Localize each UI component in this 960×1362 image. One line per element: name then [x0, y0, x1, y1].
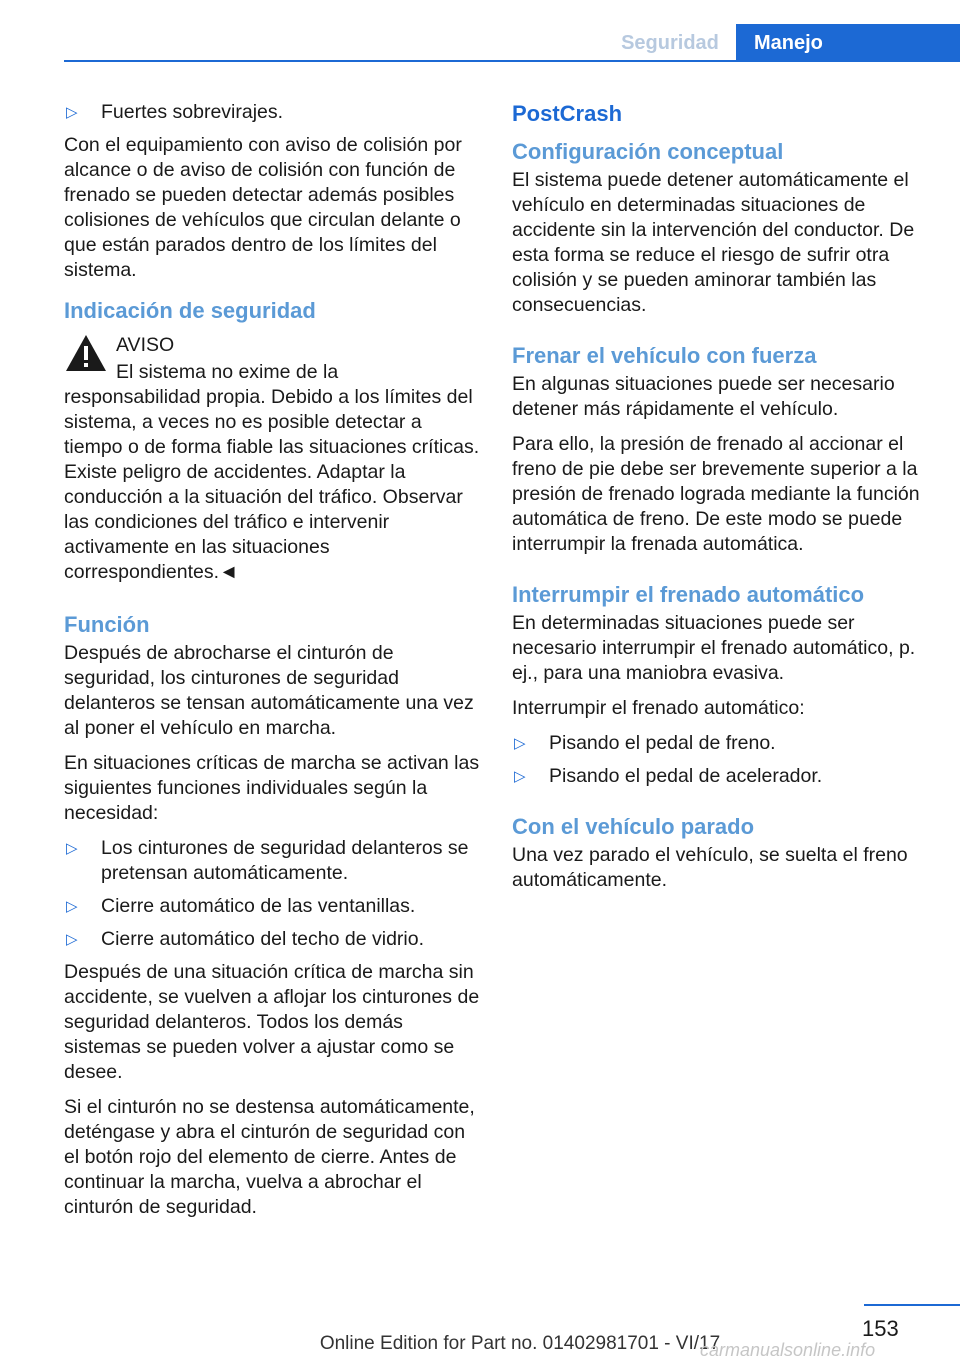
- heading-brake: Frenar el vehículo con fuerza: [512, 343, 817, 368]
- heading-interrupt: Interrumpir el frenado automático: [512, 582, 865, 607]
- list-item-text: Pisando el pedal de freno.: [549, 732, 776, 754]
- page-number: 153: [862, 1316, 899, 1341]
- triangle-bullet-icon: ▷: [66, 840, 78, 857]
- paragraph: Si el cinturón no se destensa automáticamente, deténgase y abra el cinturón de seguridad con el botón rojo del elemento de cierre. Antes de continuar la marcha, vuelva a abrochar el cinturón de seguridad.: [64, 1096, 475, 1218]
- list-item-text: Cierre automático de las ventanillas.: [101, 895, 416, 917]
- warning-title: AVISO: [116, 334, 175, 356]
- list-item-text: Cierre automático del techo de vidrio.: [101, 928, 424, 950]
- tab-section[interactable]: Seguridad: [621, 32, 719, 54]
- heading-function: Función: [64, 612, 150, 637]
- list-item-text: Los cinturones de seguridad delanteros se pretensan automáticamente.: [101, 837, 469, 884]
- list-item: [512, 731, 928, 756]
- paragraph: En situaciones críticas de marcha se activan las siguientes funciones individuales según la necesidad:: [64, 752, 480, 824]
- heading-parked: Con el vehículo parado: [512, 814, 755, 839]
- section-title: PostCrash: [512, 101, 623, 126]
- paragraph: Con el equipamiento con aviso de colisión por alcance o de aviso de colisión con función de frenado se pueden detectar además posibles colisiones de vehículos que circulan delante o que están parados dentro de los límites del sistema.: [64, 134, 462, 281]
- warning-text: El sistema no exime de la responsabilidad propia. Debido a los límites del sistema, a veces no es posible detectar a tiempo o de forma fiable las situaciones críticas. Existe peligro de accidentes. Adaptar la conducción a la situación del tráfico. Observar las condiciones del tráfico e intervenir activamente en las situaciones correspondientes.◄: [64, 361, 480, 583]
- header: [0, 24, 960, 62]
- heading-concept: Configuración conceptual: [512, 139, 784, 164]
- paragraph: Una vez parado el vehículo, se suelta el freno automáticamente.: [512, 844, 908, 891]
- list-item: [64, 836, 480, 886]
- left-column: [64, 100, 480, 1230]
- header-rule: [64, 60, 960, 62]
- paragraph: Después de abrocharse el cinturón de seguridad, los cinturones de seguridad delanteros se tensan automáticamente una vez al poner el vehículo en marcha.: [64, 642, 474, 739]
- paragraph: Interrumpir el frenado automático:: [512, 697, 805, 719]
- paragraph: Para ello, la presión de frenado al accionar el freno de pie debe ser brevemente superior a la presión de frenado lograda mediante la función automática de freno. De este modo se puede interrumpir la frenada automática.: [512, 433, 920, 555]
- tab-chapter[interactable]: Manejo: [736, 24, 960, 62]
- warning-block: [64, 333, 480, 585]
- watermark: carmanualsonline.info: [700, 1340, 876, 1360]
- list-item-text: Pisando el pedal de acelerador.: [549, 765, 823, 787]
- triangle-bullet-icon: ▷: [514, 735, 526, 752]
- right-column: [512, 100, 928, 903]
- paragraph: En determinadas situaciones puede ser necesario interrumpir el frenado automático, p. ej., para una maniobra evasiva.: [512, 612, 916, 684]
- list-item: [64, 927, 480, 952]
- triangle-bullet-icon: ▷: [514, 768, 526, 785]
- edition-note: Online Edition for Part no. 01402981701 - VI/17: [319, 1333, 721, 1354]
- triangle-bullet-icon: ▷: [66, 898, 78, 915]
- list-item: [512, 764, 928, 789]
- list-item: [64, 894, 480, 919]
- triangle-bullet-icon: ▷: [66, 931, 78, 948]
- triangle-bullet-icon: ▷: [66, 104, 78, 121]
- list-item-text: Fuertes sobrevirajes.: [101, 101, 284, 123]
- warning-triangle-icon: [64, 333, 108, 373]
- paragraph: Después de una situación crítica de marcha sin accidente, se vuelven a aflojar los cinturones de seguridad delanteros. Todos los demás sistemas se pueden volver a ajustar como se desee.: [64, 961, 480, 1083]
- heading-safety: Indicación de seguridad: [64, 298, 316, 323]
- paragraph: En algunas situaciones puede ser necesario detener más rápidamente el vehículo.: [512, 373, 895, 420]
- paragraph: El sistema puede detener automáticamente el vehículo en determinadas situaciones de accidente sin la intervención del conductor. De esta forma se reduce el riesgo de sufrir otra colisión y se pueden aminorar también las consecuencias.: [512, 169, 915, 316]
- list-item: [64, 100, 480, 125]
- footer-rule: [864, 1304, 960, 1306]
